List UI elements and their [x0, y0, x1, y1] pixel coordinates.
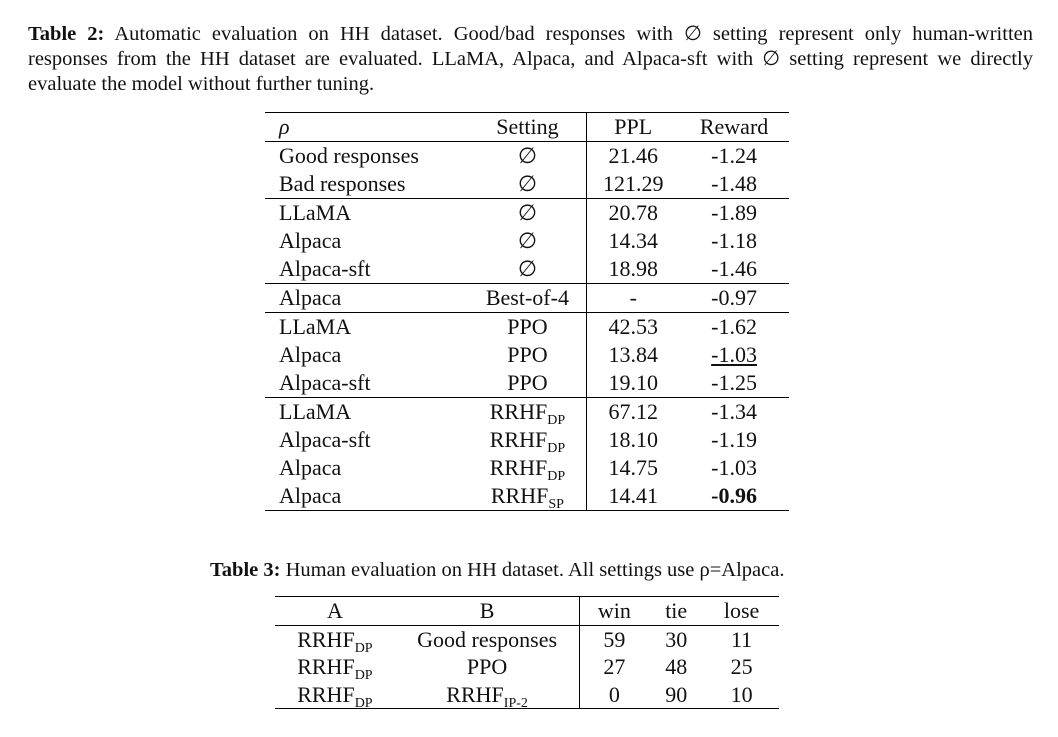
cell-reward	[679, 482, 789, 511]
cell-setting	[469, 369, 587, 398]
table2-caption	[28, 22, 1033, 97]
cell-setting-text: ∅	[517, 256, 537, 281]
cell-reward	[679, 341, 789, 369]
cell-ppl-text: 121.29	[602, 171, 664, 196]
table3-caption-label: Table 3:	[210, 559, 281, 581]
cell-ppl	[587, 426, 679, 454]
cell-reward	[679, 369, 789, 398]
cell-tie-text: 90	[665, 681, 688, 707]
cell-reward-text: -0.97	[711, 285, 757, 310]
table2-row	[265, 313, 789, 342]
cell-reward	[679, 313, 789, 342]
cell-win	[580, 625, 648, 653]
table2-row	[265, 482, 789, 511]
cell-setting	[469, 227, 587, 255]
table2-row	[265, 255, 789, 284]
cell-ppl	[587, 313, 679, 342]
cell-rho-text: Alpaca-sft	[279, 370, 371, 395]
cell-setting-subscript: SP	[548, 497, 564, 512]
table3-header-row	[275, 597, 779, 626]
cell-setting-text: ∅	[517, 228, 537, 253]
cell-ppl-text: 21.46	[608, 143, 658, 168]
table2	[265, 112, 789, 511]
cell-tie	[648, 681, 704, 709]
cell-rho-text: LLaMA	[279, 314, 352, 339]
cell-reward-text: -1.03	[711, 455, 757, 480]
cell-reward-text: -1.24	[711, 143, 757, 168]
cell-reward	[679, 255, 789, 284]
header-reward: Reward	[679, 113, 789, 142]
cell-ppl	[587, 199, 679, 228]
cell-ppl-text: 13.84	[608, 342, 658, 367]
cell-reward-text: -1.18	[711, 228, 757, 253]
cell-reward	[679, 454, 789, 482]
cell-reward	[679, 227, 789, 255]
cell-a	[275, 653, 395, 681]
cell-setting-text: RRHF	[489, 427, 548, 452]
cell-reward	[679, 199, 789, 228]
cell-rho-text: Alpaca-sft	[279, 256, 371, 281]
cell-reward	[679, 170, 789, 199]
table2-row	[265, 341, 789, 369]
cell-reward-text: -1.19	[711, 427, 757, 452]
cell-win	[580, 653, 648, 681]
cell-setting	[469, 255, 587, 284]
cell-b	[395, 681, 580, 709]
cell-rho-text: Good responses	[279, 143, 419, 168]
cell-rho-text: LLaMA	[279, 200, 352, 225]
cell-setting	[469, 398, 587, 427]
cell-setting-subscript: DP	[547, 441, 566, 456]
cell-a	[275, 681, 395, 709]
table2-row	[265, 398, 789, 427]
cell-b-subscript: IP-2	[503, 695, 528, 711]
cell-setting-subscript: DP	[547, 413, 566, 428]
cell-setting	[469, 454, 587, 482]
cell-rho-text: LLaMA	[279, 399, 352, 424]
table3-caption-text: Human evaluation on HH dataset. All settings use ρ=Alpaca.	[280, 559, 785, 581]
cell-setting	[469, 482, 587, 511]
cell-reward-text: -1.46	[711, 256, 757, 281]
cell-tie	[648, 625, 704, 653]
cell-lose-text: 10	[730, 681, 753, 707]
cell-setting-text: RRHF	[489, 399, 548, 424]
cell-rho	[265, 369, 469, 398]
cell-lose-text: 25	[730, 654, 753, 679]
cell-rho	[265, 227, 469, 255]
cell-ppl	[587, 170, 679, 199]
cell-reward	[679, 398, 789, 427]
cell-a-text: RRHF	[297, 681, 355, 707]
cell-a-subscript: DP	[354, 695, 373, 711]
cell-win	[580, 681, 648, 709]
cell-reward	[679, 142, 789, 171]
cell-ppl-text: 19.10	[608, 370, 658, 395]
header-tie: tie	[648, 597, 704, 626]
cell-a-subscript: DP	[354, 640, 373, 656]
cell-win-text: 59	[603, 626, 626, 652]
cell-ppl	[587, 454, 679, 482]
cell-ppl-text: 67.12	[608, 399, 658, 424]
cell-setting	[469, 142, 587, 171]
cell-rho-text: Alpaca	[279, 228, 342, 253]
cell-setting-text: Best-of-4	[485, 285, 569, 310]
cell-reward-text: -0.96	[711, 483, 757, 508]
cell-rho	[265, 341, 469, 369]
table2-header-row	[265, 113, 789, 142]
cell-ppl-text: -	[629, 285, 637, 310]
cell-lose	[704, 681, 779, 709]
cell-rho	[265, 313, 469, 342]
cell-a-subscript: DP	[354, 668, 373, 683]
cell-rho-text: Alpaca	[279, 483, 342, 508]
cell-rho	[265, 482, 469, 511]
cell-setting	[469, 284, 587, 313]
table2-row	[265, 227, 789, 255]
table2-caption-label: Table 2:	[28, 23, 105, 45]
table3-row	[275, 653, 779, 681]
cell-reward-text: -1.48	[711, 171, 757, 196]
cell-rho	[265, 284, 469, 313]
cell-ppl	[587, 341, 679, 369]
table2-row	[265, 199, 789, 228]
header-lose: lose	[704, 597, 779, 626]
cell-setting	[469, 426, 587, 454]
table2-row	[265, 284, 789, 313]
cell-ppl	[587, 482, 679, 511]
cell-setting	[469, 313, 587, 342]
cell-ppl-text: 14.41	[608, 483, 658, 508]
cell-setting-text: PPO	[507, 314, 548, 339]
cell-tie-text: 30	[665, 626, 688, 652]
cell-setting	[469, 199, 587, 228]
cell-win-text: 0	[608, 681, 620, 707]
cell-rho	[265, 454, 469, 482]
cell-setting-text: RRHF	[489, 455, 548, 480]
table3	[275, 596, 779, 709]
cell-b	[395, 653, 580, 681]
header-setting: Setting	[469, 113, 587, 142]
cell-setting-text: ∅	[517, 143, 537, 168]
header-win: win	[580, 597, 648, 626]
cell-ppl-text: 14.75	[608, 455, 658, 480]
cell-reward-text: -1.34	[711, 399, 757, 424]
cell-b	[395, 625, 580, 653]
header-rho: ρ	[265, 113, 469, 142]
cell-setting-text: PPO	[507, 370, 548, 395]
cell-rho	[265, 398, 469, 427]
header-b: B	[395, 597, 580, 626]
table2-caption-text: Automatic evaluation on HH dataset. Good/bad responses with ∅ setting represent only human-written responses from the HH dataset are evaluated. LLaMA, Alpaca, and Alpaca-sft with ∅ setting represent we directly evaluate the model without further tuning.	[28, 23, 1033, 95]
header-ppl: PPL	[587, 113, 679, 142]
table3-caption	[210, 558, 784, 583]
cell-ppl-text: 42.53	[608, 314, 658, 339]
cell-reward-text: -1.89	[711, 200, 757, 225]
cell-setting-text: ∅	[517, 171, 537, 196]
cell-ppl	[587, 398, 679, 427]
cell-reward-text: -1.03	[711, 342, 757, 367]
cell-b-text: RRHF	[446, 681, 504, 707]
cell-ppl-text: 20.78	[608, 200, 658, 225]
cell-a-text: RRHF	[297, 626, 355, 652]
cell-ppl	[587, 142, 679, 171]
table3-row	[275, 681, 779, 709]
cell-ppl	[587, 227, 679, 255]
cell-ppl-text: 18.98	[608, 256, 658, 281]
cell-ppl	[587, 369, 679, 398]
cell-rho	[265, 199, 469, 228]
cell-ppl	[587, 255, 679, 284]
cell-lose	[704, 653, 779, 681]
cell-setting-text: ∅	[517, 200, 537, 225]
cell-lose	[704, 625, 779, 653]
cell-win-text: 27	[603, 654, 626, 679]
cell-rho-text: Alpaca	[279, 342, 342, 367]
cell-lose-text: 11	[730, 626, 753, 652]
cell-rho-text: Alpaca	[279, 285, 342, 310]
cell-setting-text: PPO	[507, 342, 548, 367]
table2-row	[265, 369, 789, 398]
cell-a-text: RRHF	[297, 654, 355, 679]
cell-rho	[265, 170, 469, 199]
cell-setting	[469, 341, 587, 369]
cell-rho	[265, 255, 469, 284]
header-a: A	[275, 597, 395, 626]
cell-rho-text: Alpaca	[279, 455, 342, 480]
cell-setting-subscript: DP	[547, 469, 566, 484]
cell-setting-text: RRHF	[490, 483, 549, 508]
cell-ppl-text: 18.10	[608, 427, 658, 452]
cell-reward-text: -1.25	[711, 370, 757, 395]
cell-b-text: PPO	[466, 654, 508, 679]
cell-ppl-text: 14.34	[608, 228, 658, 253]
cell-rho-text: Alpaca-sft	[279, 427, 371, 452]
cell-tie-text: 48	[665, 654, 688, 679]
cell-ppl	[587, 284, 679, 313]
cell-a	[275, 625, 395, 656]
cell-reward	[679, 426, 789, 454]
cell-rho	[265, 142, 469, 171]
cell-rho	[265, 426, 469, 454]
cell-reward-text: -1.62	[711, 314, 757, 339]
table2-row	[265, 142, 789, 171]
table2-row	[265, 454, 789, 482]
cell-b-text: Good responses	[417, 626, 558, 652]
cell-rho-text: Bad responses	[279, 171, 406, 196]
table2-row	[265, 170, 789, 199]
cell-reward	[679, 284, 789, 313]
table2-row	[265, 426, 789, 454]
cell-tie	[648, 653, 704, 681]
cell-setting	[469, 170, 587, 199]
table3-row	[275, 625, 779, 653]
